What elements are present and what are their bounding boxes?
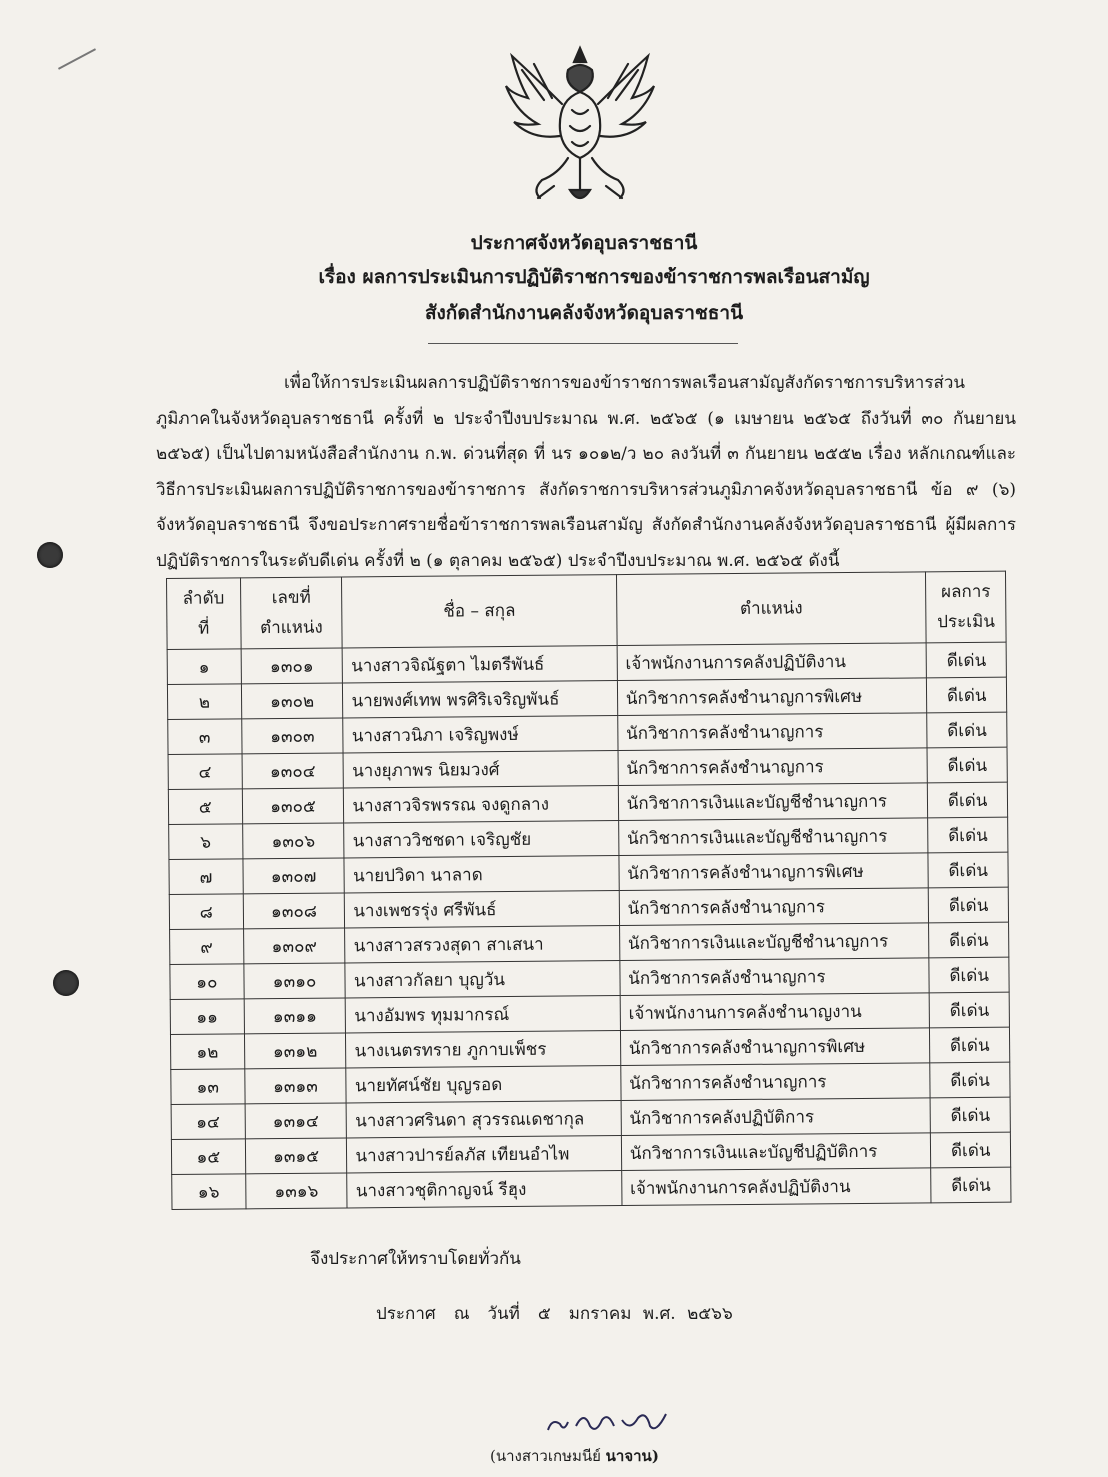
cell-name: นายพงศ์เทพ พรศิริเจริญพันธ์ xyxy=(343,681,618,718)
announcement-agency: สังกัดสำนักงานคลังจังหวัดอุบลราชธานี xyxy=(424,302,744,324)
cell-position: นักวิชาการเงินและบัญชีชำนาญการ xyxy=(619,923,929,961)
cell-position: นักวิชาการคลังชำนาญการพิเศษ xyxy=(619,853,929,891)
title-divider xyxy=(428,343,738,344)
cell-position: นักวิชาการคลังชำนาญการพิเศษ xyxy=(620,1028,930,1066)
cell-name: นางสาวศรินดา สุวรรณเดชากุล xyxy=(347,1101,622,1138)
cell-position-code: ๑๓๐๒ xyxy=(241,683,343,719)
cell-no: ๑๕ xyxy=(171,1139,245,1175)
cell-result: ดีเด่น xyxy=(930,1027,1010,1063)
table-header-row xyxy=(167,571,1007,649)
cell-result: ดีเด่น xyxy=(930,1097,1010,1133)
cell-name: นางสาวนิภา เจริญพงษ์ xyxy=(343,716,618,753)
cell-name: นางอัมพร ทุมมากรณ์ xyxy=(346,996,621,1033)
cell-result: ดีเด่น xyxy=(929,957,1009,993)
cell-position: นักวิชาการคลังชำนาญการพิเศษ xyxy=(617,678,927,716)
cell-result: ดีเด่น xyxy=(931,1167,1011,1203)
punch-hole xyxy=(53,970,79,996)
cell-name: นางเนตรทราย ภูกาบเพ็ชร xyxy=(346,1031,621,1068)
cell-no: ๑๑ xyxy=(170,999,244,1035)
results-table xyxy=(166,571,1011,1210)
cell-result: ดีเด่น xyxy=(928,852,1008,888)
cell-position-code: ๑๓๐๗ xyxy=(243,858,345,894)
cell-name: นางสาวปารย์ลภัส เทียนอำไพ xyxy=(347,1136,622,1173)
cell-result: ดีเด่น xyxy=(929,992,1009,1028)
cell-no: ๕ xyxy=(168,789,242,825)
cell-no: ๙ xyxy=(170,929,244,965)
cell-position-code: ๑๓๑๓ xyxy=(244,1068,346,1104)
cell-result: ดีเด่น xyxy=(931,1132,1011,1168)
cell-result: ดีเด่น xyxy=(927,712,1007,748)
closing-statement: จึงประกาศให้ทราบโดยทั่วกัน xyxy=(310,1249,521,1269)
cell-position: นักวิชาการคลังชำนาญการ xyxy=(619,888,929,926)
cell-position-code: ๑๓๐๔ xyxy=(242,753,344,789)
cell-name: นางสาวสรวงสุดา สาเสนา xyxy=(345,926,620,963)
header-name: ชื่อ – สกุล xyxy=(342,575,617,648)
cell-position-code: ๑๓๐๖ xyxy=(242,823,344,859)
cell-no: ๘ xyxy=(169,894,243,930)
cell-name: นางสาววิชชดา เจริญชัย xyxy=(344,821,619,858)
cell-no: ๑๓ xyxy=(171,1069,245,1105)
cell-position-code: ๑๓๑๔ xyxy=(245,1103,347,1139)
cell-name: นางสาวจิณัฐตา ไมตรีพันธ์ xyxy=(343,646,618,683)
cell-no: ๑๔ xyxy=(171,1104,245,1140)
cell-result: ดีเด่น xyxy=(928,782,1008,818)
cell-position-code: ๑๓๑๐ xyxy=(243,963,345,999)
cell-position: นักวิชาการเงินและบัญชีปฏิบัติการ xyxy=(621,1133,931,1171)
cell-no: ๑ xyxy=(167,649,241,685)
announcement-date: ประกาศ ณ วันที่ ๕ มกราคม พ.ศ. ๒๕๖๖ xyxy=(376,1304,733,1324)
cell-result: ดีเด่น xyxy=(930,1062,1010,1098)
body-paragraph xyxy=(156,366,1016,579)
body-text: เพื่อให้การประเมินผลการปฏิบัติราชการของข้าราชการพลเรือนสามัญสังกัดราชการบริหารส่วนภูมิภาคในจังหวัดอุบลราชธานี ครั้งที่ ๒ ประจำปีงบประมาณ พ.ศ. ๒๕๖๕ (๑ เมษายน ๒๕๖๕ ถึงวันที่ ๓๐ กันยายน ๒๕๖๕) เป็นไปตามหนังสือสำนักงาน ก.พ. ด่วนที่สุด ที่ นร ๑๐๑๒/ว ๒๐ ลงวันที่ ๓ กันยายน ๒๕๕๒ เรื่อง หลักเกณฑ์และวิธีการประเมินผลการปฏิบัติราชการของข้าราชการ สังกัดราชการบริหารส่วนภูมิภาคจังหวัดอุบลราชธานี ข้อ ๙ (๖) จังหวัดอุบลราชธานี จึงขอประกาศรายชื่อข้าราชการพลเรือนสามัญ สังกัดสำนักงานคลังจังหวัดอุบลราชธานี ผู้มีผลการปฏิบัติราชการในระดับดีเด่น ครั้งที่ ๒ (๑ ตุลาคม ๒๕๖๕) ประจำปีงบประมาณ พ.ศ. ๒๕๖๕ ดังนี้ xyxy=(156,373,1016,571)
cell-no: ๖ xyxy=(169,824,243,860)
cell-name: นางเพชรรุ่ง ศรีพันธ์ xyxy=(345,891,620,928)
cell-position-code: ๑๓๐๙ xyxy=(243,928,345,964)
cell-no: ๗ xyxy=(169,859,243,895)
cell-name: นางสาวกัลยา บุญวัน xyxy=(345,961,620,998)
garuda-emblem-icon xyxy=(498,40,662,212)
cell-position-code: ๑๓๑๑ xyxy=(244,998,346,1034)
table-row xyxy=(172,1167,1011,1209)
header-result: ผลการ ประเมิน xyxy=(926,571,1006,643)
cell-position-code: ๑๓๐๑ xyxy=(241,648,343,684)
cell-position: นักวิชาการคลังชำนาญการ xyxy=(617,713,927,751)
cell-result: ดีเด่น xyxy=(926,642,1006,678)
cell-no: ๔ xyxy=(168,754,242,790)
cell-position-code: ๑๓๑๒ xyxy=(244,1033,346,1069)
cell-name: นางยุภาพร นิยมวงศ์ xyxy=(343,751,618,788)
cell-position: เจ้าพนักงานการคลังชำนาญงาน xyxy=(620,993,930,1031)
cell-position: นักวิชาการคลังชำนาญการ xyxy=(621,1063,931,1101)
cell-result: ดีเด่น xyxy=(927,677,1007,713)
cell-no: ๓ xyxy=(168,719,242,755)
cell-position-code: ๑๓๑๖ xyxy=(245,1173,347,1209)
announcement-title: ประกาศจังหวัดอุบลราชธานี xyxy=(470,232,698,254)
date-day: ๕ xyxy=(537,1304,551,1324)
header-no: ลำดับ ที่ xyxy=(167,578,241,650)
cell-name: นางสาวชุติกาญจน์ รีฮุง xyxy=(347,1171,622,1208)
cell-position: นักวิชาการเงินและบัญชีชำนาญการ xyxy=(618,783,928,821)
punch-hole xyxy=(37,542,63,568)
cell-position: เจ้าพนักงานการคลังปฏิบัติงาน xyxy=(621,1168,931,1206)
cell-position: เจ้าพนักงานการคลังปฏิบัติงาน xyxy=(617,643,927,681)
cell-result: ดีเด่น xyxy=(928,817,1008,853)
header-position: ตำแหน่ง xyxy=(616,572,926,646)
cell-position: นักวิชาการคลังปฏิบัติการ xyxy=(621,1098,931,1136)
cell-position: นักวิชาการคลังชำนาญการ xyxy=(620,958,930,996)
cell-position: นักวิชาการคลังชำนาญการ xyxy=(618,748,928,786)
cell-result: ดีเด่น xyxy=(929,887,1009,923)
cell-position-code: ๑๓๑๕ xyxy=(245,1138,347,1174)
cell-no: ๑๐ xyxy=(170,964,244,1000)
cell-name: นายทัศน์ชัย บุญรอด xyxy=(346,1066,621,1103)
pen-mark xyxy=(58,48,96,69)
cell-position-code: ๑๓๐๓ xyxy=(241,718,343,754)
cell-result: ดีเด่น xyxy=(927,747,1007,783)
cell-position: นักวิชาการเงินและบัญชีชำนาญการ xyxy=(618,818,928,856)
signer-name: (นางสาวเกษมนีย์ นาจาน) xyxy=(490,1447,659,1465)
cell-name: นายปวิดา นาลาด xyxy=(344,856,619,893)
cell-name: นางสาวจิรพรรณ จงดูกลาง xyxy=(344,786,619,823)
cell-result: ดีเด่น xyxy=(929,922,1009,958)
cell-no: ๒ xyxy=(167,684,241,720)
handwritten-signature xyxy=(538,1400,678,1440)
cell-position-code: ๑๓๐๘ xyxy=(243,893,345,929)
announcement-subject: เรื่อง ผลการประเมินการปฏิบัติราชการของข้าราชการพลเรือนสามัญ xyxy=(318,266,870,288)
cell-position-code: ๑๓๐๕ xyxy=(242,788,344,824)
header-position-code: เลขที่ ตำแหน่ง xyxy=(240,577,342,649)
cell-no: ๑๖ xyxy=(172,1174,246,1210)
cell-no: ๑๒ xyxy=(170,1034,244,1070)
